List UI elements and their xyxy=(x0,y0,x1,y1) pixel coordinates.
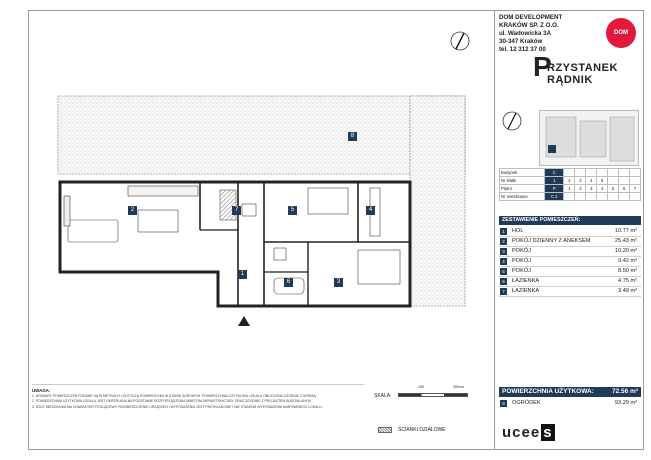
walls-legend-label: ŚCIANKI DZIAŁOWE xyxy=(398,427,446,433)
room-number: 4 xyxy=(500,258,507,265)
info-cell: 7 xyxy=(630,185,641,193)
info-cell: 4 xyxy=(586,177,597,185)
info-row-apartment xyxy=(500,193,641,201)
apartment-walls xyxy=(60,182,410,306)
developer-street: ul. Wadowicka 3A xyxy=(499,30,552,37)
garden-area-value: 93.29 m² xyxy=(614,400,637,406)
info-cell: 4 xyxy=(597,185,608,193)
scale-label: SKALA: xyxy=(374,393,392,399)
building-key-plan xyxy=(539,110,639,166)
room-area: 4.75 m² xyxy=(618,278,637,284)
room-name: POKÓJ xyxy=(512,258,531,264)
room-label-1: 1 xyxy=(238,270,247,279)
info-label: Piętro xyxy=(500,185,545,193)
dom-development-logo: DOM xyxy=(606,18,636,48)
room-number: 5 xyxy=(500,268,507,275)
note-item: 3. RZUT MIESZKANIA MA CHARAKTER POGLĄDOWY. ROZMIESZCZENIE URZĄDZEŃ I WYPOSAŻENIA JEST PRZYKŁADOWE I NIE STANOWI WYPOSAŻENIA NABYWANEGO LOKALU. xyxy=(32,404,323,409)
developer-phone: tel. 12 312 37 00 xyxy=(499,46,546,53)
room-row xyxy=(499,267,641,277)
info-cell: P xyxy=(545,185,564,193)
room-row xyxy=(499,257,641,267)
ucees-logo-last: s xyxy=(543,424,553,441)
total-area-bar xyxy=(499,387,641,397)
room-area: 9.42 m² xyxy=(618,258,637,264)
ucees-logo xyxy=(502,424,555,441)
room-number: 6 xyxy=(500,278,507,285)
room-name: POKÓJ xyxy=(512,248,531,254)
developer-name: DOM DEVELOPMENT xyxy=(499,14,563,21)
info-cell: 1 xyxy=(545,177,564,185)
room-row xyxy=(499,277,641,287)
room-number: 7 xyxy=(500,288,507,295)
garden-area xyxy=(58,96,465,174)
total-area-label: POWIERZCHNIA UŻYTKOWA: xyxy=(502,388,594,395)
room-area: 10.77 m² xyxy=(614,228,637,234)
room-name: ŁAZIENKA xyxy=(512,288,540,294)
info-label: Nr mieszkania xyxy=(500,193,545,201)
info-cell: 1 xyxy=(564,185,575,193)
note-item: 2. POWIERZCHNIA UŻYTKOWA LOKALU JEST OKREŚLANA NA PODSTAWIE ROZPORZĄDZENIA MINISTRA INFRASTRUKTURY ORAZ ZGODNIE Z PROJEKTEM BUDOWLANYM. xyxy=(32,399,312,404)
floor-plan xyxy=(28,10,494,370)
room-area: 8.50 m² xyxy=(618,268,637,274)
room-label-2: 2 xyxy=(128,206,137,215)
rooms-list xyxy=(499,227,641,297)
developer-city: 30-347 Kraków xyxy=(499,38,543,45)
room-name: HOL xyxy=(512,228,524,234)
project-logo-letter: P xyxy=(533,51,553,82)
scale-tick-100: 100 xyxy=(418,385,424,389)
room-label-4: 4 xyxy=(366,206,375,215)
info-cell: 5 xyxy=(597,177,608,185)
notes-title: UWAGA: xyxy=(32,388,51,393)
info-cell: C 2 xyxy=(545,193,564,201)
info-cell: 2 xyxy=(564,177,575,185)
room-number: 2 xyxy=(500,238,507,245)
scale-bar xyxy=(398,393,468,397)
info-cell: 3 xyxy=(586,185,597,193)
info-row-building xyxy=(500,169,641,177)
entrance-arrow-icon xyxy=(238,316,250,326)
ucees-logo-main: ucee xyxy=(502,424,541,441)
room-area: 3.49 m² xyxy=(618,288,637,294)
project-logo-line1: RZYSTANEK xyxy=(547,62,618,74)
hatch-swatch-icon xyxy=(378,427,392,433)
project-logo-line2: RĄDNIK xyxy=(547,74,593,86)
info-cell: 2 xyxy=(575,185,586,193)
garden-area-side xyxy=(410,96,465,306)
info-row-staircase xyxy=(500,177,641,185)
info-cell: C xyxy=(545,169,564,177)
total-area-value: 72.56 m² xyxy=(611,388,638,395)
room-name: ŁAZIENKA xyxy=(512,278,540,284)
developer-legal-name: KRAKÓW SP. Z O.O. xyxy=(499,22,559,29)
room-name: POKÓJ xyxy=(512,268,531,274)
info-label: Budynek xyxy=(500,169,545,177)
room-row xyxy=(499,227,641,237)
scale-tick-200: 200cm xyxy=(453,385,464,389)
info-cell: 3 xyxy=(575,177,586,185)
room-label-8: 8 xyxy=(348,132,357,141)
developer-address xyxy=(499,14,562,54)
room-label-3: 3 xyxy=(334,278,343,287)
garden-number: 8 xyxy=(500,400,507,407)
info-row-floor xyxy=(500,185,641,193)
room-area: 10.20 m² xyxy=(614,248,637,254)
room-row xyxy=(499,247,641,257)
note-item: 1. WYMIARY POMIESZCZEŃ PODANE SĄ W METRACH I DOTYCZĄ POWIERZCHNI W STANIE SUROWYM. POWIERZCHNIA UŻYTKOWA LOKALU OBLICZONA ZGODNIE Z NORMĄ. xyxy=(32,394,317,398)
room-number: 1 xyxy=(500,228,507,235)
key-plan-drawing xyxy=(540,111,640,167)
room-label-6: 6 xyxy=(284,278,293,287)
info-label: Nr klatki xyxy=(500,177,545,185)
notes-section xyxy=(32,384,364,409)
room-row xyxy=(499,287,641,297)
room-area: 25.43 m² xyxy=(614,238,637,244)
room-number: 3 xyxy=(500,248,507,255)
info-panel xyxy=(494,10,644,450)
building-info-table xyxy=(499,168,641,201)
room-row xyxy=(499,237,641,247)
info-cell: 5 xyxy=(608,185,619,193)
room-label-7: 7 xyxy=(232,206,241,215)
compass-icon xyxy=(451,32,469,50)
garden-row xyxy=(499,399,641,408)
rooms-header: ZESTAWIENIE POMIESZCZEŃ: xyxy=(499,216,641,225)
floor-plan-drawing xyxy=(28,10,494,370)
room-label-5: 5 xyxy=(288,206,297,215)
info-cell: 6 xyxy=(619,185,630,193)
small-compass-icon xyxy=(501,110,523,132)
room-name: POKÓJ DZIENNY Z ANEKSEM xyxy=(512,238,591,244)
garden-name: OGRÓDEK xyxy=(512,400,541,406)
